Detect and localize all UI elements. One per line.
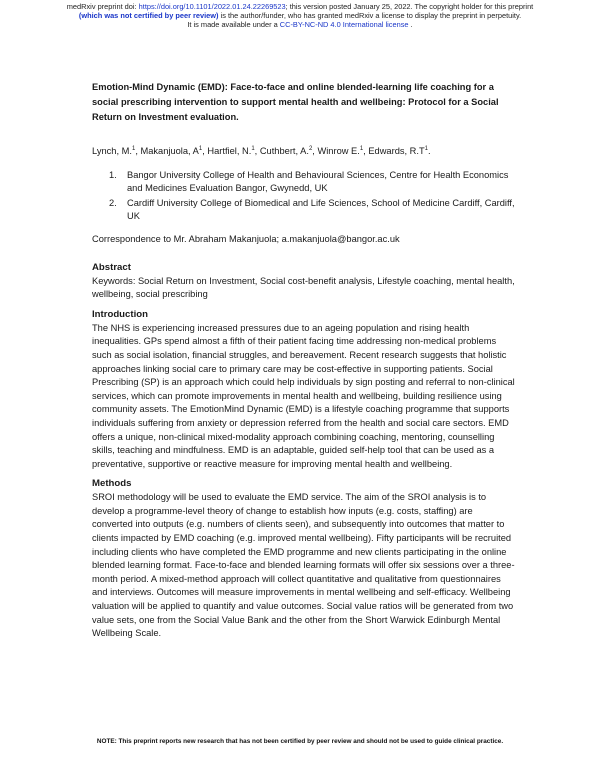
peer-review-notice: (which was not certified by peer review)	[78, 11, 219, 20]
author: Makanjuola, $A^1$,	[140, 146, 208, 156]
abstract-heading: Abstract	[92, 261, 131, 273]
affiliation-item	[92, 169, 516, 196]
affiliation-number: 2.	[109, 197, 117, 208]
author: Winrow E.$^1$,	[317, 146, 369, 156]
doi-link[interactable]: https://doi.org/10.1101/2022.01.24.22269523	[138, 2, 286, 11]
author-list	[92, 145, 516, 159]
header-doi-prefix: medRxiv preprint doi:	[66, 2, 139, 11]
affiliation-list	[92, 169, 516, 224]
preprint-footer-note: NOTE: This preprint reports new research that has not been certified by peer review and should not be used to guide clinical practice.	[96, 738, 504, 745]
header-line-3	[0, 20, 600, 29]
affiliation-number: 1.	[109, 169, 117, 180]
author: Cuthbert, A.$^2$,	[259, 146, 318, 156]
affiliation-text: Cardiff University College of Biomedical and Life Sciences, School of Medicine Cardiff, Cardiff, UK	[127, 197, 515, 222]
header-posted-text: ; this version posted January 25, 2022. The copyright holder for this preprint	[285, 2, 534, 11]
author: Edwards, $R.T^1$.	[368, 146, 431, 156]
header-line-2	[0, 11, 600, 20]
paper-content	[92, 80, 516, 647]
license-link[interactable]: CC-BY-NC-ND 4.0 International license	[279, 20, 409, 29]
author: Hartfiel, N.$^1$,	[207, 146, 260, 156]
header-license-suffix: .	[408, 20, 413, 29]
keywords: Keywords: Social Return on Investment, Social cost-benefit analysis, Lifestyle coaching, mental health, wellbeing, social prescribing	[92, 275, 515, 300]
introduction-heading: Introduction	[92, 308, 148, 320]
introduction-paragraph: The NHS is experiencing increased pressures due to an ageing population and rising health inequalities. GPs spend almost a fifth of their patient facing time addressing non-medical problems such as social isolation, financial struggles, and bereavement. Recent research suggests that holistic approaches linking social care to primary care may be cost-effective in supporting patients. Social Prescribing (SP) is an approach which could help individuals by sign posting and referral to non-clinical services, which can promote improvements in mental health and wellbeing, building resilience using community assets. The EmotionMind Dynamic (EMD) is a lifestyle coaching programme that supports individuals suffering from anxiety or depression referred from the health and social care sectors. EMD offers a unique, non-clinical mixed-modality approach combining coaching, mentoring, counselling skills, teaching and mindfulness. EMD is an adaptable, guided self-help tool that can be used as a preventative, supportive or reactive measure for improving mental health and wellbeing.	[92, 322, 515, 469]
header-license-text: is the author/funder, who has granted medRxiv a license to display the preprint in perpetuity.	[218, 11, 522, 20]
paper-title: Emotion-Mind Dynamic (EMD): Face-to-face and online blended-learning life coaching for a social prescribing intervention to support mental health and wellbeing: Protocol for a Social Return on Investment evaluation.	[92, 82, 499, 122]
methods-heading: Methods	[92, 478, 132, 490]
correspondence-line: Correspondence to Mr. Abraham Makanjuola; a.makanjuola@bangor.ac.uk	[92, 233, 400, 244]
affiliation-text: Bangor University College of Health and Behavioural Sciences, Centre for Health Economics and Medicines Evaluation Bangor, Gwynedd, UK	[127, 169, 509, 194]
header-line-1	[0, 2, 600, 11]
header-license-prefix: It is made available under a	[187, 20, 280, 29]
methods-paragraph: SROI methodology will be used to evaluate the EMD service. The aim of the SROI analysis is to develop a programme-level theory of change to establish how inputs (e.g. costs, staffing) are converted into outputs (e.g. numbers of clients seen), and subsequently into outcomes that matter to clients impacted by EMD coaching (e.g. improved mental wellbeing). Fifty participants will be recruited including clients who have completed the EMD programme and new clients participating in the online blended learning format. Face-to-face and blended learning formats will offer six sessions over a three-month period. A mixed-method approach will collect quantitative and qualitative from questionnaires and interviews. Outcomes will measure improvements in mental wellbeing and self-efficacy. Wellbeing valuation will be applied to quantify and value outcomes. Social value ratios will be generated from two value sets, one from the Social Value Bank and the other from the Short Warwick Edinburgh Mental Wellbeing Scale.	[92, 492, 515, 639]
affiliation-item	[92, 197, 516, 224]
preprint-header	[0, 2, 600, 29]
author: Lynch, M.$^1$,	[92, 146, 141, 156]
